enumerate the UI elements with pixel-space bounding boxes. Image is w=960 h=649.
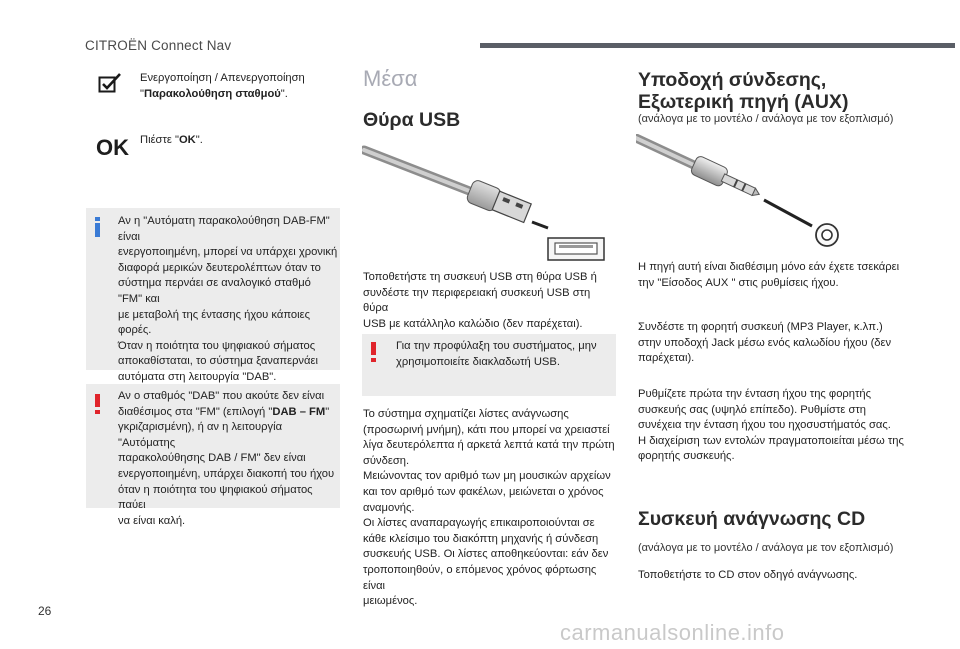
cd-paragraph: Τοποθετήστε το CD στον οδηγό ανάγνωσης. — [638, 569, 858, 581]
info-box — [86, 208, 340, 383]
info-line: αποκαθίσταται, το σύστημα ξαναπερνάει — [118, 355, 318, 368]
usb-line: Τοποθετήστε τη συσκευή USB στη θύρα USB ή — [363, 271, 597, 283]
warning-text — [118, 389, 338, 529]
playlist-line: λίγα δευτερόλεπτα ή αρκετά λεπτά κατά την πρώτη — [363, 439, 615, 452]
usb-paragraph — [363, 270, 613, 332]
cd-subtitle: (ανάλογα με το μοντέλο / ανάλογα με τον εξοπλισμό) — [638, 542, 894, 554]
aux-line: φορητής συσκευής. — [638, 450, 735, 463]
aux-paragraph-1 — [638, 260, 938, 291]
info-line: Αν η "Αυτόματη παρακολούθηση DAB-FM" είναι — [118, 215, 330, 243]
ok-icon: OK — [96, 135, 129, 160]
playlist-line: αναμονής. — [363, 501, 415, 514]
aux-line: συσκευής σας (υψηλό επίπεδο). Ρυθμίστε στη — [638, 403, 867, 416]
playlist-line: κάθε κλείσιμο του διακόπτη μηχανής ή σύνδεση — [363, 532, 599, 545]
warning-icon — [370, 342, 378, 362]
aux-jack-illustration — [636, 134, 846, 250]
warning-line: ενεργοποιημένη, υπάρχει διακοπή του ήχου — [118, 467, 335, 480]
aux-line: παρέχεται). — [638, 352, 695, 365]
aux-line: την "Είσοδος AUX " στις ρυθμίσεις ήχου. — [638, 276, 839, 289]
aux-paragraph-3 — [638, 387, 938, 465]
playlist-line: τροποποιηθούν, ο επόμενος χρόνος φόρτωσης είναι — [363, 563, 597, 592]
aux-title — [638, 69, 938, 113]
warning-line: παρακολούθησης DAB / FM" δεν είναι — [118, 452, 306, 465]
info-line: σύστημα περνάει σε αναλογικό σταθμό "FM" και — [118, 277, 311, 305]
note-line: χρησιμοποιείτε διακλαδωτή USB. — [396, 355, 560, 368]
info-line: με μεταβολή της έντασης ήχου κάποιες φορές. — [118, 308, 310, 337]
aux-title-line1: Υποδοχή σύνδεσης, — [638, 69, 827, 91]
warning-box — [86, 384, 340, 527]
monitor-toggle-text — [140, 71, 330, 102]
info-line: διαφορά μερικών δευτερολέπτων όταν το — [118, 261, 321, 274]
aux-title-line2: Εξωτερική πηγή (AUX) — [638, 91, 849, 113]
aux-line: Η πηγή αυτή είναι διαθέσιμη μόνο εάν έχετε τσεκάρει — [638, 261, 900, 273]
press-ok-text: Πιέστε "OK". — [140, 134, 203, 146]
warning-line: διαθέσιμος στα "FM" (επιλογή "DAB – FM" — [118, 405, 330, 418]
aux-line: συνέχεια την ένταση ήχου του ηχοσυστήματός σας. — [638, 419, 891, 432]
usb-line: USB με κατάλληλο καλώδιο (δεν παρέχεται). — [363, 317, 583, 330]
playlist-paragraph — [363, 407, 617, 610]
warning-icon — [94, 394, 102, 414]
warning-line: όταν η ποιότητα του ψηφιακού σήματος παύει — [118, 483, 313, 512]
page-number: 26 — [38, 604, 52, 618]
playlist-line: και τον αριθμό των φακέλων, μειώνεται ο χρόνος — [363, 485, 604, 498]
checkbox-icon — [98, 72, 122, 94]
playlist-line: μειωμένος. — [363, 595, 418, 608]
usb-line: συνδέστε την περιφερειακή συσκευή USB στη θύρα — [363, 286, 591, 315]
monitor-toggle-line1: Ενεργοποίηση / Απενεργοποίηση — [140, 72, 305, 84]
playlist-line: Μειώνοντας τον αριθμό των μη μουσικών αρχείων — [363, 470, 611, 483]
usb-note-box — [362, 334, 616, 396]
section-title-media: Μέσα — [363, 66, 418, 91]
info-text — [118, 214, 338, 386]
info-line: Όταν η ποιότητα του ψηφιακού σήματος — [118, 339, 316, 352]
info-line: ενεργοποιημένη, μπορεί να υπάρχει χρονική — [118, 246, 338, 259]
playlist-line: (προσωρινή μνήμη), κάτι που μπορεί να χρειαστεί — [363, 423, 610, 436]
usb-note-text — [396, 339, 611, 370]
watermark: carmanualsonline.info — [560, 620, 785, 645]
brand-header: CITROËN Connect Nav — [85, 38, 232, 53]
note-line: Για την προφύλαξη του συστήματος, μην — [396, 340, 597, 352]
warning-line: γκριζαρισμένη), ή αν η λειτουργία "Αυτόματης — [118, 421, 283, 449]
aux-line: στην υποδοχή Jack μέσω ενός καλωδίου ήχου (δεν — [638, 336, 892, 349]
warning-line: να είναι καλή. — [118, 514, 186, 527]
usb-cable-illustration — [362, 142, 612, 267]
info-icon — [94, 217, 102, 237]
cd-player-title: Συσκευή ανάγνωσης CD — [638, 508, 866, 530]
aux-line: Συνδέστε τη φορητή συσκευή (MP3 Player, κ.λπ.) — [638, 321, 883, 333]
info-line: αυτόματα στη λειτουργία "DAB". — [118, 370, 277, 383]
aux-line: Η διαχείριση των εντολών πραγματοποιείται μέσω της — [638, 434, 904, 447]
playlist-line: συσκευής USB. Οι λίστες αποθηκεύονται: εάν δεν — [363, 548, 609, 561]
aux-line: Ρυθμίζετε πρώτα την ένταση ήχου της φορητής — [638, 388, 872, 400]
aux-subtitle: (ανάλογα με το μοντέλο / ανάλογα με τον εξοπλισμό) — [638, 113, 894, 125]
playlist-line: σύνδεση. — [363, 454, 410, 467]
warning-line: Αν ο σταθμός "DAB" που ακούτε δεν είναι — [118, 390, 325, 402]
usb-port-title: Θύρα USB — [363, 109, 461, 131]
aux-paragraph-2 — [638, 320, 938, 367]
playlist-line: Οι λίστες αναπαραγωγής επικαιροποιούνται σε — [363, 517, 595, 530]
playlist-line: Το σύστημα σχηματίζει λίστες ανάγνωσης — [363, 408, 569, 420]
header-rule — [480, 43, 955, 48]
monitor-toggle-line2: "Παρακολούθηση σταθμού". — [140, 87, 288, 100]
